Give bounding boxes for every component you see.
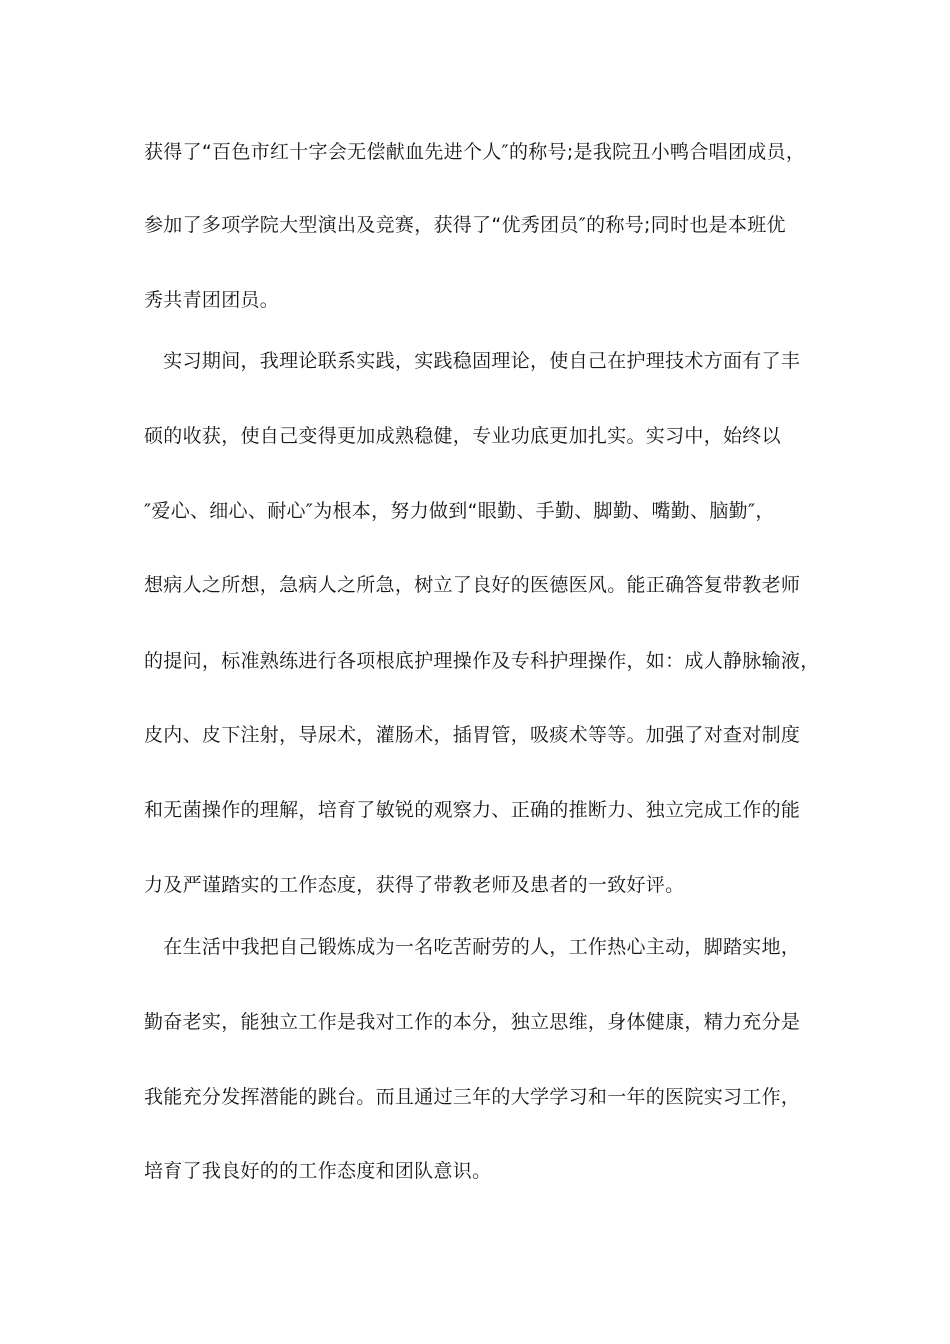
text-line-15: 培育了我良好的的工作态度和团队意识。 bbox=[144, 1160, 492, 1182]
text-line-3: 秀共青团团员。 bbox=[144, 289, 280, 311]
text-line-11: 力及严谨踏实的工作态度，获得了带教老师及患者的一致好评。 bbox=[144, 874, 685, 896]
text-line-8: 的提问，标准熟练进行各项根底护理操作及专科护理操作，如：成人静脉输液， bbox=[144, 650, 820, 672]
text-line-14: 我能充分发挥潜能的跳台。而且通过三年的大学学习和一年的医院实习工作， bbox=[144, 1086, 801, 1108]
text-line-12: 在生活中我把自己锻炼成为一名吃苦耐劳的人，工作热心主动，脚踏实地， bbox=[144, 936, 801, 958]
text-line-6: ″爱心、细心、耐心″为根本，努力做到“眼勤、手勤、脚勤、嘴勤、脑勤″， bbox=[144, 500, 775, 522]
text-line-13: 勤奋老实，能独立工作是我对工作的本分，独立思维，身体健康，精力充分是 bbox=[144, 1011, 801, 1033]
text-line-4: 实习期间，我理论联系实践，实践稳固理论，使自己在护理技术方面有了丰 bbox=[144, 350, 801, 372]
text-line-1: 获得了“百色市红十字会无偿献血先进个人″的称号;是我院丑小鸭合唱团成员， bbox=[144, 141, 806, 163]
text-line-2: 参加了多项学院大型演出及竞赛，获得了“优秀团员″的称号;同时也是本班优 bbox=[144, 214, 786, 236]
text-line-9: 皮内、皮下注射，导尿术，灌肠术，插胃管，吸痰术等等。加强了对查对制度 bbox=[144, 724, 801, 746]
text-line-10: 和无菌操作的理解，培育了敏锐的观察力、正确的推断力、独立完成工作的能 bbox=[144, 799, 801, 821]
text-line-5: 硕的收获，使自己变得更加成熟稳健，专业功底更加扎实。实习中，始终以 bbox=[144, 425, 781, 447]
text-line-7: 想病人之所想，急病人之所急，树立了良好的医德医风。能正确答复带教老师 bbox=[144, 574, 801, 596]
